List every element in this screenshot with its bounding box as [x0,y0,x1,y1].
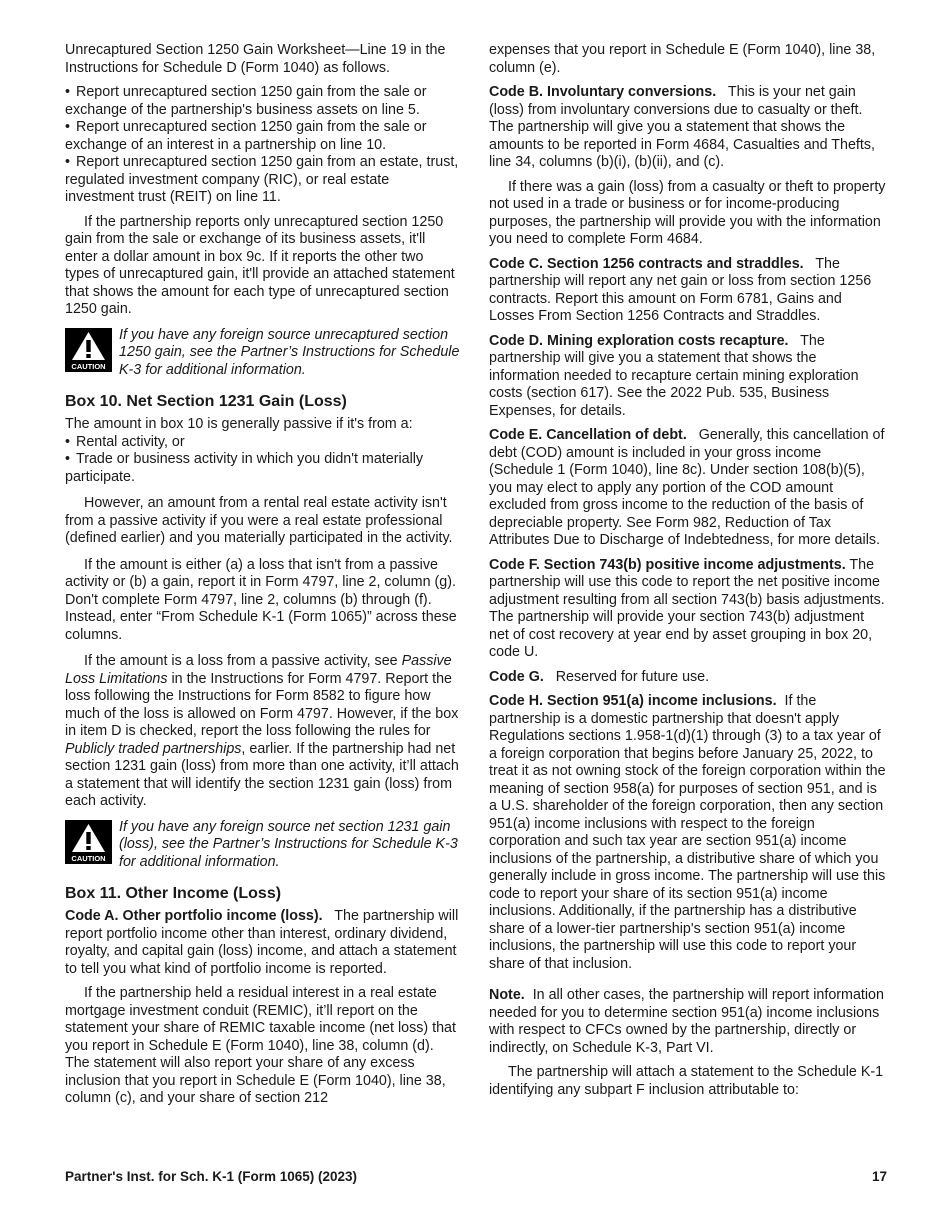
code-title: Code H. Section 951(a) income inclusions. [489,693,777,709]
code-title: Code A. Other portfolio income (loss). [65,908,323,924]
code-title: Code E. Cancellation of debt. [489,427,687,443]
caution-text: If you have any foreign source unrecaptured section 1250 gain, see the Partner’s Instructions for Schedule K-3 for additional information. [119,326,460,378]
code-paragraph: Code H. Section 951(a) income inclusions. If the partnership is a domestic partnership that doesn't apply Regulations sections 1.958-1(d)(1) through (3) to a tax year of a foreign corporation that begins before January 25, 2022, to treat it as not owning stock of the foreign corporation within the meaning of section 958(a) for purposes of section 951, and is a U.S. shareholder of the foreign corporation, then any section 951(a) income inclusions with respect to the foreign corporation and such tax year are section 951(a) income inclusions of the partnership, a distributive share of which you generally include in gross income. The partnership will use this code to report your share of its section 951(a) income inclusions. Additionally, if the partnership has a distributive share of a lower-tier partnership's section 951(a) income inclusions, the partnership will use this code to report your share of that inclusion. [489,693,886,972]
note-paragraph: Note. In all other cases, the partnership will report information needed for you to determine section 951(a) income inclusions with respect to CFCs owned by the partnership, directly or indirectly, on Schedule K-3, Part VI. [489,987,884,1056]
caution-text: If you have any foreign source net section 1231 gain (loss), see the Partner’s Instructions for Schedule K-3 for additional information. [119,818,458,870]
section-heading-box10: Box 10. Net Section 1231 Gain (Loss) [65,393,347,410]
paragraph: If the partnership reports only unrecaptured section 1250 gain from the sale or exchange of its business assets, it'll enter a dollar amount in box 9c. If it reports the other two types of unrecaptured gain, it'll provide an attached statement that shows the amount for each type of unrecaptured section 1250 gain. [65,213,455,317]
page-number: 17 [871,1169,887,1184]
italic-ref: Passive Loss Limitations [65,653,452,687]
paragraph: expenses that you report in Schedule E (Form 1040), line 38, column (e). [489,42,876,76]
caution-icon [65,328,112,372]
code-title: Code B. Involuntary conversions. [489,84,717,100]
code-paragraph: Code F. Section 743(b) positive income adjustments. The partnership will use this code to report the net positive income adjustment resulting from all section 743(b) basis adjustments. The partnership will provide your section 743(b) adjustment net of cost recovery at year end by asset grouping in box 20, code U. [489,556,885,660]
code-paragraph: Code C. Section 1256 contracts and straddles. The partnership will report any net gain or loss from section 1256 contracts. Report this amount on Form 6781, Gains and Losses From Section 1256 Contracts and Straddles. [489,255,872,324]
italic-ref: Publicly traded partnerships [65,740,242,757]
intro-paragraph: Unrecaptured Section 1250 Gain Worksheet—Line 19 in the Instructions for Schedule D (Form 1040) as follows. [65,42,446,76]
bullet-item: • Report unrecaptured section 1250 gain from the sale or exchange of an interest in a partnership on line 10. [65,119,460,154]
paragraph: If the amount is a loss from a passive activity, see Passive Loss Limitations in the Instructions for Form 4797. Report the loss following the Instructions for Form 8582 to figure how much of the loss is allowed on Form 4797. However, if the box in item D is checked, report the loss following the rules for Publicly traded partnerships, earlier. If the partnership had net section 1231 gain (loss) from more than one activity, it’ll attach a statement that will identify the section 1231 gain (loss) from each activity. [65,653,459,809]
bullet-item: • Report unrecaptured section 1250 gain from the sale or exchange of the partnership's business assets on line 5. [65,84,460,119]
right-column [489,42,887,1106]
code-paragraph: Code A. Other portfolio income (loss). The partnership will report portfolio income other than interest, ordinary dividend, royalty, and capital gain (loss) income, and attach a statement to tell you what kind of portfolio income is reported. [65,908,459,977]
paragraph: The partnership will attach a statement to the Schedule K-1 identifying any subpart F inclusion attributable to: [489,1064,884,1098]
paragraph: If the amount is either (a) a loss that isn't from a passive activity or (b) a gain, report it in Form 4797, line 2, column (g). Don't complete Form 4797, line 2, columns (b) through (f). Instead, enter “From Schedule K-1 (Form 1065)” across these columns. [65,556,457,643]
paragraph: However, an amount from a rental real estate activity isn't from a passive activity if you were a real estate professional (defined earlier) and you materially participated in the activity. [65,495,453,546]
bullet-item: • Rental activity, or [65,434,460,452]
left-column [65,42,460,1115]
note-title: Note. [489,987,525,1003]
caution-note [65,327,460,380]
bullet-item: • Report unrecaptured section 1250 gain from an estate, trust, regulated investment company (RIC), or real estate investment trust (REIT) on line 11. [65,154,460,207]
caution-note [65,819,460,872]
code-paragraph: Code D. Mining exploration costs recapture. The partnership will give you a statement that shows the information needed to recapture certain mining exploration costs (section 617). See the 2022 Pub. 535, Business Expenses, for details. [489,332,859,419]
code-title: Code D. Mining exploration costs recapture. [489,332,789,349]
code-paragraph: Code E. Cancellation of debt. Generally, this cancellation of debt (COD) amount is included in your gross income (Schedule 1 (Form 1040), line 8c). Under section 108(b)(5), you may elect to apply any portion of the COD amount excluded from gross income to the reduction of the basis of depreciable property. See Form 982, Reduction of Tax Attributes Due to Discharge of Indebtedness, for more details. [489,427,885,548]
page-footer [65,1168,887,1186]
paragraph: The amount in box 10 is generally passive if it's from a: [65,416,413,432]
bullet-item: • Trade or business activity in which you didn't materially participate. [65,451,460,486]
caution-label: CAUTION [71,853,106,863]
caution-icon [65,820,112,864]
code-paragraph: Code G. Reserved for future use. [489,668,710,685]
code-title: Code F. Section 743(b) positive income adjustments. [489,556,846,573]
paragraph: If there was a gain (loss) from a casualty or theft to property not used in a trade or business or for income-producing purposes, the partnership will provide you with the information you need to complete Form 4684. [489,178,886,247]
code-title: Code G. [489,668,544,685]
section-heading-box11: Box 11. Other Income (Loss) [65,885,282,902]
footer-title: Partner's Inst. for Sch. K-1 (Form 1065) (2023) [65,1169,358,1184]
paragraph: If the partnership held a residual interest in a real estate mortgage investment conduit (REMIC), it’ll report on the statement your share of REMIC taxable income (net loss) that you report in Schedule E (Form 1040), line 38, column (d). The statement will also report your share of any excess inclusion that you report in Schedule E (Form 1040), line 38, column (c), and your share of section 212 [65,985,456,1106]
code-title: Code C. Section 1256 contracts and straddles. [489,255,804,272]
caution-label: CAUTION [71,361,106,371]
code-paragraph: Code B. Involuntary conversions. This is your net gain (loss) from involuntary conversions due to casualty or theft. The partnership will give you a statement that shows the amounts to be reported in Form 4684, Casualties and Thefts, line 34, columns (b)(i), (b)(ii), and (c). [489,84,875,170]
